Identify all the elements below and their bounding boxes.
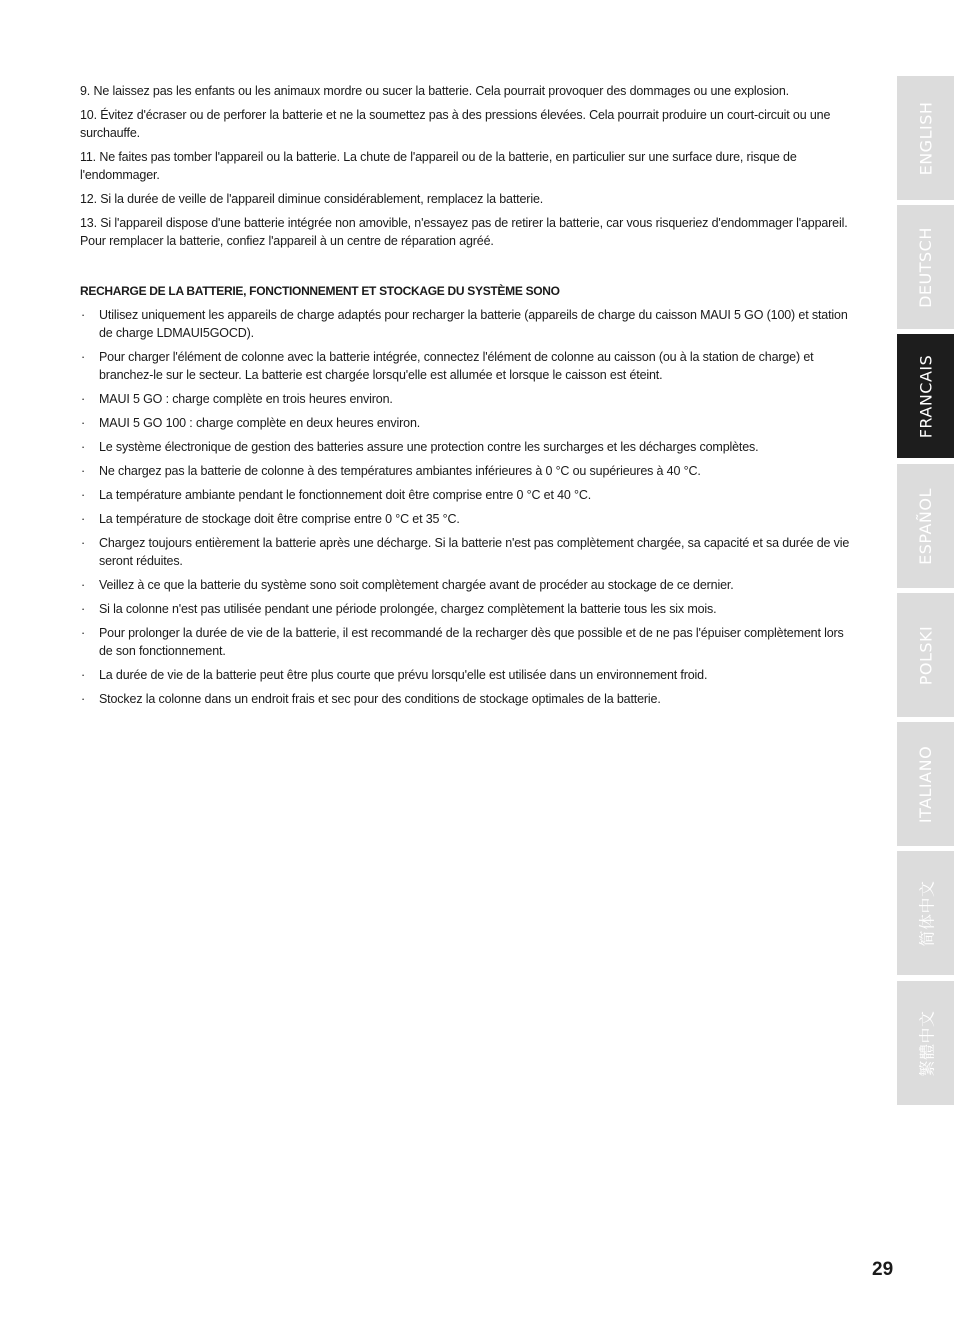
list-item xyxy=(80,462,852,480)
bullet-icon: · xyxy=(81,392,86,406)
bullet-icon: · xyxy=(81,350,86,364)
list-item-text: Stockez la colonne dans un endroit frais et sec pour des conditions de stockage optimales de la batterie. xyxy=(99,692,661,706)
bullet-icon: · xyxy=(81,512,86,526)
bullet-icon: · xyxy=(81,626,86,640)
bullet-icon: · xyxy=(81,602,86,616)
bullet-icon: · xyxy=(81,668,86,682)
section-heading: RECHARGE DE LA BATTERIE, FONCTIONNEMENT ET STOCKAGE DU SYSTÈME SONO xyxy=(80,284,560,298)
safety-item-11: 11. Ne faites pas tomber l'appareil ou la batterie. La chute de l'appareil ou de la batterie, en particulier sur une surface dure, risque de l'endommager. xyxy=(80,150,797,182)
tab-polski-label: POLSKI xyxy=(916,625,935,685)
bullet-icon: · xyxy=(81,536,86,550)
list-item-text: Pour prolonger la durée de vie de la batterie, il est recommandé de la recharger dès que possible et de ne pas l'épuiser complètement lors de son fonctionnement. xyxy=(99,626,844,658)
safety-item-12: 12. Si la durée de veille de l'appareil diminue considérablement, remplacez la batterie. xyxy=(80,192,544,206)
bullet-icon: · xyxy=(81,578,86,592)
list-item-text: Si la colonne n'est pas utilisée pendant une période prolongée, chargez complètement la batterie tous les six mois. xyxy=(99,602,717,616)
tab-english[interactable] xyxy=(897,76,954,200)
bullet-icon: · xyxy=(81,692,86,706)
tab-espanol-label: ESPAÑOL xyxy=(916,487,935,565)
tab-simplified-chinese-label: 简体中文 xyxy=(917,879,937,947)
list-item-text: MAUI 5 GO : charge complète en trois heures environ. xyxy=(99,392,393,406)
bullet-icon: · xyxy=(81,308,86,322)
tab-italiano-label: ITALIANO xyxy=(916,745,935,823)
list-item-text: La température ambiante pendant le fonctionnement doit être comprise entre 0 °C et 40 °C. xyxy=(99,488,592,502)
list-item xyxy=(80,690,852,708)
list-item xyxy=(80,348,852,384)
tab-simplified-chinese[interactable] xyxy=(897,851,954,975)
tab-polski[interactable] xyxy=(897,593,954,717)
list-item xyxy=(80,510,852,528)
battery-bullet-list xyxy=(80,306,852,708)
list-item xyxy=(80,306,852,342)
list-item-text: Chargez toujours entièrement la batterie après une décharge. Si la batterie n'est pas complètement chargée, sa capacité et sa durée de vie seront réduites. xyxy=(99,536,850,568)
bullet-icon: · xyxy=(81,440,86,454)
safety-item-13: 13. Si l'appareil dispose d'une batterie intégrée non amovible, n'essayez pas de retirer la batterie, car vous risqueriez d'endommager l'appareil. Pour remplacer la batterie, confiez l'appareil à un centre de réparation agréé. xyxy=(80,216,848,248)
tab-deutsch[interactable] xyxy=(897,205,954,329)
list-item-text: Utilisez uniquement les appareils de charge adaptés pour recharger la batterie (appareils de charge du caisson MAUI 5 GO (100) et station de charge LDMAUI5GOCD). xyxy=(99,308,848,340)
list-item-text: Pour charger l'élément de colonne avec la batterie intégrée, connectez l'élément de colonne au caisson (ou à la station de charge) et branchez-le sur le secteur. La batterie est chargée lorsqu'elle est allumée et lorsque le caisson est éteint. xyxy=(99,350,814,382)
bullet-icon: · xyxy=(81,488,86,502)
tab-espanol[interactable] xyxy=(897,464,954,588)
list-item xyxy=(80,624,852,660)
safety-item-9: 9. Ne laissez pas les enfants ou les animaux mordre ou sucer la batterie. Cela pourrait provoquer des dommages ou une explosion. xyxy=(80,84,789,98)
tab-italiano[interactable] xyxy=(897,722,954,846)
list-item-text: Le système électronique de gestion des batteries assure une protection contre les surcharges et les décharges complètes. xyxy=(99,440,759,454)
list-item xyxy=(80,666,852,684)
list-item xyxy=(80,414,852,432)
bullet-icon: · xyxy=(81,416,86,430)
list-item-text: La température de stockage doit être comprise entre 0 °C et 35 °C. xyxy=(99,512,460,526)
safety-item-10: 10. Évitez d'écraser ou de perforer la batterie et ne la soumettez pas à des pressions élevées. Cela pourrait produire un court-circuit ou une surchauffe. xyxy=(80,108,831,140)
list-item xyxy=(80,390,852,408)
list-item xyxy=(80,438,852,456)
tab-francais[interactable] xyxy=(897,334,954,458)
tab-traditional-chinese[interactable] xyxy=(897,981,954,1105)
list-item-text: Ne chargez pas la batterie de colonne à des températures ambiantes inférieures à 0 °C ou supérieures à 40 °C. xyxy=(99,464,701,478)
list-item-text: Veillez à ce que la batterie du système sono soit complètement chargée avant de procéder au stockage de ce dernier. xyxy=(99,578,734,592)
list-item xyxy=(80,600,852,618)
tab-english-label: ENGLISH xyxy=(916,101,936,175)
main-content xyxy=(80,82,852,714)
list-item-text: MAUI 5 GO 100 : charge complète en deux heures environ. xyxy=(99,416,421,430)
tab-francais-label: FRANCAIS xyxy=(916,354,936,438)
list-item xyxy=(80,534,852,570)
list-item xyxy=(80,486,852,504)
tab-deutsch-label: DEUTSCH xyxy=(916,226,935,308)
page-number: 29 xyxy=(872,1259,894,1280)
tab-traditional-chinese-label: 繁體中文 xyxy=(917,1009,937,1077)
list-item xyxy=(80,576,852,594)
list-item-text: La durée de vie de la batterie peut être plus courte que prévu lorsqu'elle est utilisée dans un environnement froid. xyxy=(99,668,708,682)
bullet-icon: · xyxy=(81,464,86,478)
